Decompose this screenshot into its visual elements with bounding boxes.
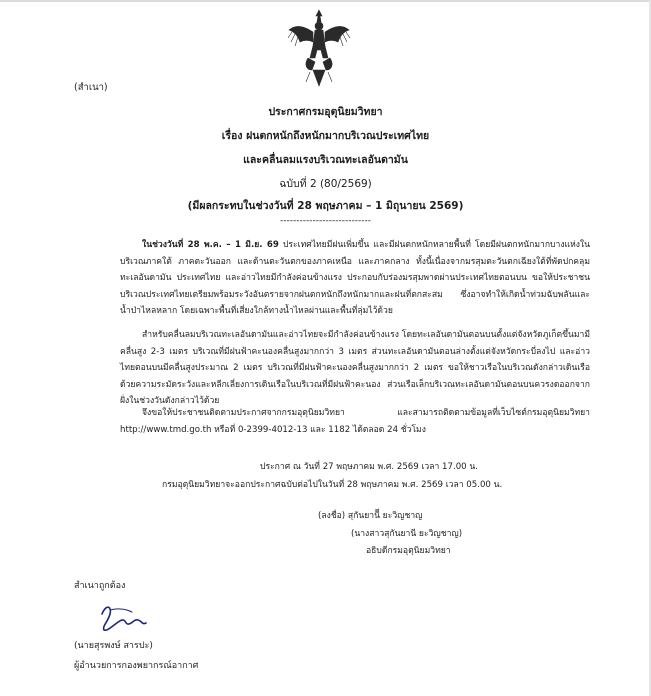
paragraph-waves	[120, 327, 590, 410]
handwritten-signature	[96, 600, 152, 634]
contact-body: จึงขอให้ประชาชนติดตามประกาศจากกรมอุตุนิยมวิทยา และสามารถติดตามข้อมูลที่เว็บไซต์กรมอุตุนิยมวิทยา http://www.tmd.go.th หรือที่ 0-2399-4012-13 และ 1182 ได้ตลอด 24 ชั่วโมง	[120, 408, 590, 435]
signer-position: อธิบดีกรมอุตุนิยมวิทยา	[366, 546, 451, 556]
announcement-title: ประกาศกรมอุตุนิยมวิทยา	[268, 106, 383, 118]
garuda-emblem-icon	[286, 6, 352, 90]
effective-period: (มีผลกระทบในช่วงวันที่ 28 พฤษภาคม – 1 มิถุนายน 2569)	[187, 200, 464, 212]
next-issue-note: กรมอุตุนิยมวิทยาจะออกประกาศฉบับต่อไปในวันที่ 28 พฤษภาคม พ.ศ. 2569 เวลา 05.00 น.	[162, 480, 503, 490]
subject-line-2: และคลื่นลมแรงบริเวณทะเลอันดามัน	[243, 154, 408, 166]
page-border-top	[0, 0, 651, 2]
certifier-name: (นายสุรพงษ์ สารปะ)	[74, 641, 153, 651]
waves-body: สำหรับคลื่นลมบริเวณทะเลอันดามันและอ่าวไทยจะมีกำลังค่อนข้างแรง โดยทะเลอันดามันตอนบนตั้งแต่จังหวัดภูเก็ตขึ้นมามีคลื่นสูง 2-3 เมตร บริเวณที่มีฝนฟ้าคะนองคลื่นสูงมากกว่า 3 เมตร ส่วนทะเลอันดามันตอนล่างตั้งแต่จังหวัดกระบี่ลงไป และอ่าวไทยตอนบนมีคลื่นสูงประมาณ 2 เมตร บริเวณที่มีฝนฟ้าคะนองคลื่นสูงมากกว่า 2 เมตร ขอให้ชาวเรือในบริเวณดังกล่าวเดินเรือด้วยความระมัดระวังและหลีกเลี่ยงการเดินเรือในบริเวณที่มีฝนฟ้าคะนอง ส่วนเรือเล็กบริเวณทะเลอันดามันตอนบนควรงดออกจากฝั่งในช่วงวันดังกล่าวไว้ด้วย	[120, 330, 590, 407]
forecast-body: ประเทศไทยมีฝนเพิ่มขึ้น และมีฝนตกหนักหลายพื้นที่ โดยมีฝนตกหนักมากบางแห่งในบริเวณภาคใต้ ภาคตะวันออก และด้านตะวันตกของภาคเหนือ และภาคกลาง ทั้งนี้เนื่องจากมรสุมตะวันตกเฉียงใต้ที่พัดปกคลุมทะเลอันดามัน ประเทศไทย และอ่าวไทยมีกำลังค่อนข้างแรง ประกอบกับร่องมรสุมพาดผ่านประเทศไทยตอนบน ขอให้ประชาชนบริเวณประเทศไทยเตรียมพร้อมระวังอันตรายจากฝนตกหนักถึงหนักมากและฝนที่ตกสะสม ซึ่งอาจทำให้เกิดน้ำท่วมฉับพลันและน้ำป่าไหลหลาก โดยเฉพาะพื้นที่เสี่ยงใกล้ทางน้ำไหลผ่านและพื้นที่ลุ่มไว้ด้วย	[120, 240, 591, 317]
issue-number: ฉบับที่ 2 (80/2569)	[279, 178, 372, 190]
signed-line: (ลงชื่อ) สุกันยานีี ยะวิญชาญ	[318, 511, 423, 521]
title-divider: ----------------------------	[280, 216, 371, 226]
certifier-position: ผู้อำนวยการกองพยากรณ์อากาศ	[74, 661, 199, 671]
paragraph-contact	[120, 405, 590, 438]
signer-full-name: (นางสาวสุกันยานี ยะวิญชาญ)	[351, 529, 463, 539]
paragraph-forecast	[120, 237, 590, 320]
copy-label: (สำเนา)	[74, 82, 108, 93]
forecast-period-lead: ในช่วงวันที่ 28 พ.ค. – 1 มิ.ย. 69	[142, 240, 279, 250]
issued-date: ประกาศ ณ วันที่ 27 พฤษภาคม พ.ศ. 2569 เวลา 17.00 น.	[260, 462, 478, 472]
subject-line-1: เรื่อง ฝนตกหนักถึงหนักมากบริเวณประเทศไทย	[221, 130, 430, 142]
certified-copy-label: สำเนาถูกต้อง	[74, 581, 126, 591]
